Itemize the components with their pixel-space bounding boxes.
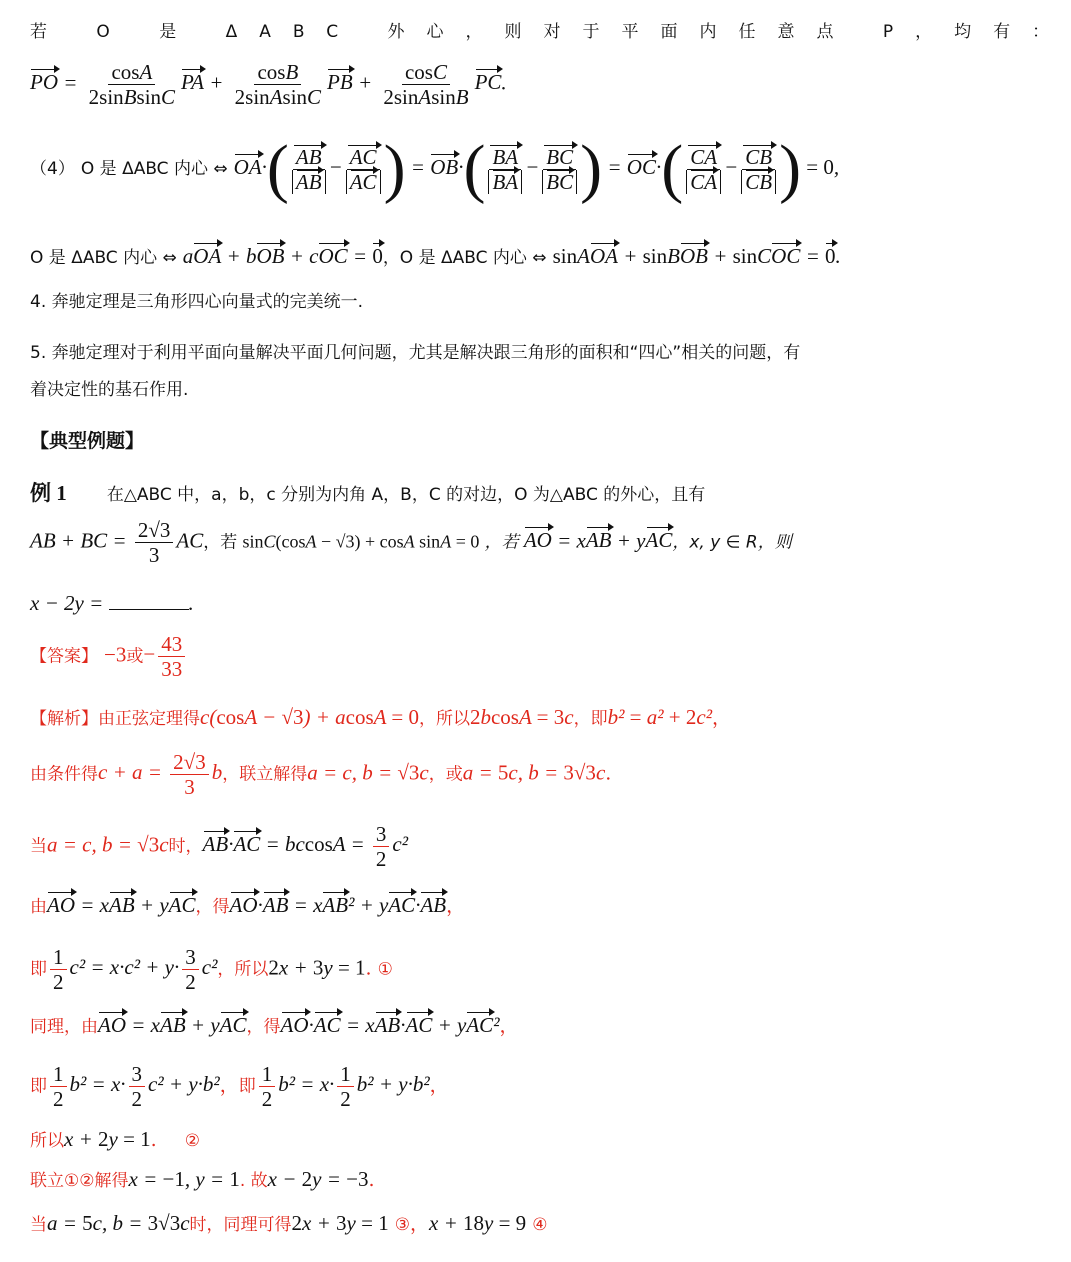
circumcenter-intro: 若 O 是 ΔABC 外心，则对于平面内任意点 P，均有：	[30, 22, 1071, 42]
circumcenter-formula: PO = $\frac{\cos A}{\text{2sinBsinC}}$ PA + $\frac{\cos B}{\text{2sinAsinC}}$ PB + $\frac{\cos C}{\text{2sinAsinB}}$ PC.	[30, 60, 507, 110]
marker-2: ②	[184, 1131, 201, 1151]
item-5-line-1: 5. 奔驰定理对于利用平面向量解决平面几何问题，尤其是解决跟三角形的面积和“四心”相关的问题，有	[30, 343, 801, 363]
marker-4: ④	[532, 1215, 548, 1235]
analysis-label: 【解析】	[30, 709, 98, 729]
case-2-line: 当a = 5c, b = 3√3c时，同理可得2x + 3y = 1 ③，x + 18y = 9 ④	[30, 1211, 548, 1235]
item-4: 4. 奔驰定理是三角形四心向量式的完美统一.	[30, 292, 364, 312]
incenter-equivalences: O 是 ΔABC 内心 ⇔ aOA + bOB + cOC = 0，O 是 ΔABC 内心 ⇔ sinAOA + sinBOB + sinCOC = 0.	[30, 244, 841, 268]
solution-line: 联立①②解得x = −1, y = 1. 故x − 2y = −3.	[30, 1167, 375, 1191]
analysis-line-1: 【解析】由正弦定理得c(cosA − √3) + acosA = 0，所以2bcosA = 3c，即b² = a² + 2c²，	[30, 705, 731, 729]
analysis-line-2: 由条件得c + a = $\frac{2√3}{3}$ b，联立解得a = c, b = √3c，或a = 5c, b = 3√3c.	[30, 750, 612, 800]
section-title: 【典型例题】	[30, 430, 145, 452]
marker-1: ①	[377, 959, 393, 980]
answer-label: 【答案】	[30, 646, 98, 667]
similarly-line: 同理，由AO = xAB + yAC，得AO·AC = xAB·AC + yAC²，	[30, 1013, 519, 1037]
example-label: 例 1	[30, 481, 67, 505]
item-5-line-2: 着决定性的基石作用.	[30, 380, 189, 400]
answer-blank[interactable]	[109, 608, 189, 610]
answer-line: 【答案】 −3或− $\frac{43}{33}$	[30, 632, 915, 681]
case-1-line: 当a = c, b = √3c时，AB·AC = bccosA = $\frac{3}{2}$ c²	[30, 822, 409, 872]
marker-3: ③	[394, 1215, 410, 1235]
dot-product-line: 由AO = xAB + yAC，得AO·AB = xAB² + yAC·AB，	[30, 893, 466, 917]
item-number: （4）	[30, 159, 75, 180]
equation-2-line: 所以x + 2y = 1. ②	[30, 1127, 201, 1151]
incenter-condition: （4） O 是 ΔABC 内心 ⇔ OA·( $\frac{AB}{AB}$ − $\frac{AC}{AC}$ ) = OB·( $\frac{BA}{BA}$ − $\frac{BC}{BC}$ ) = OC·( $\frac{CA}{CA}$ − $\frac{CB}{CB}$ ) = 0,	[30, 132, 840, 205]
equation-2-derivation: 即 $\frac{1}{2}$ b² = x· $\frac{3}{2}$ c² + y·b²，即 $\frac{1}{2}$ b² = x· $\frac{1}{2}$ b² + y·b²，	[30, 1062, 449, 1112]
equation-1-line: 即 $\frac{1}{2}$ c² = x·c² + y· $\frac{3}{2}$ c²，所以2x + 3y = 1. ①	[30, 945, 393, 995]
example-1-conditions: AB + BC = $\frac{2√3}{3}$ AC，若 sinC(cosA − √3) + cosA sinA = 0 ，若 AO = xAB + yAC，x, y ∈ R，则	[30, 518, 792, 568]
example-1-intro: 例 1 在△ABC 中，a，b，c 分别为内角 A，B，C 的对边，O 为△ABC 的外心，且有	[30, 481, 706, 505]
example-1-question: x − 2y = .	[30, 591, 194, 615]
